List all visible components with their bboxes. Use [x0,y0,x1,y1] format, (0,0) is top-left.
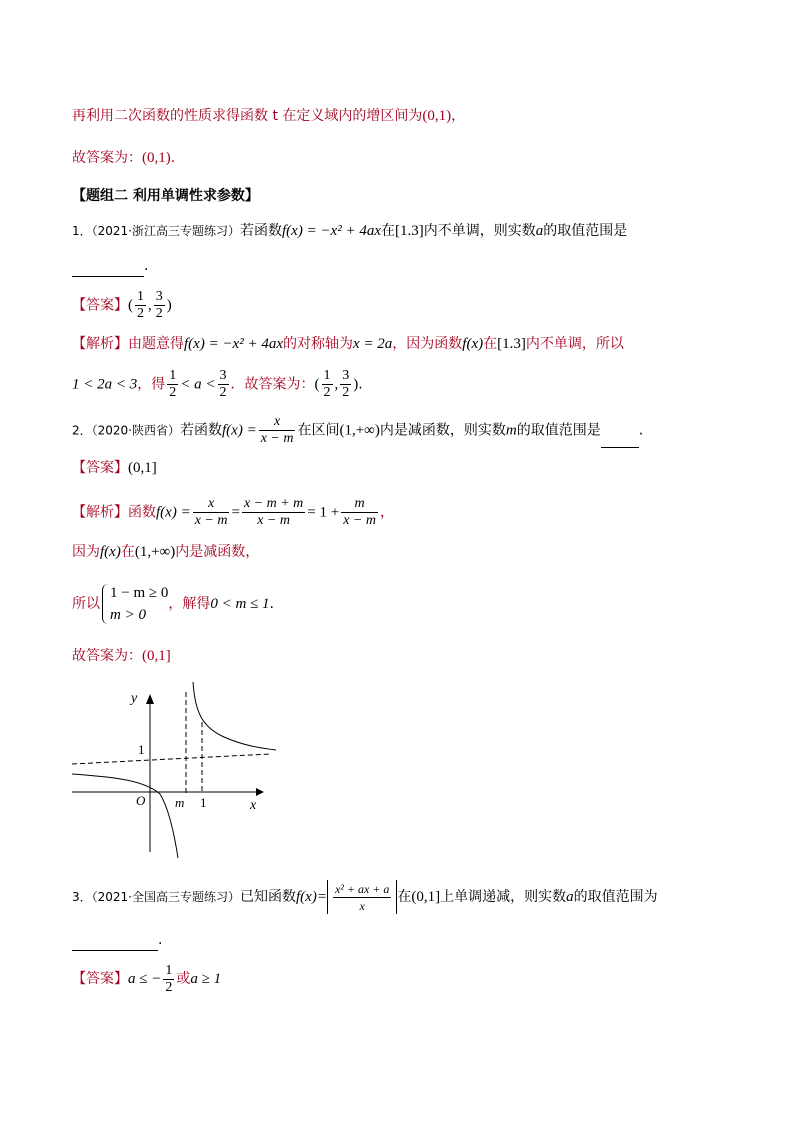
q1-analysis-fx: f(x) [462,336,484,352]
q1-analysis-b: 的对称轴为 [283,336,353,352]
q3-answer-b: a ≥ 1 [190,971,222,987]
q2-line3-a: 所以 [72,596,100,612]
q2-fraction [259,414,296,447]
q1-analysis [72,334,624,354]
q2-variable: m [505,422,517,439]
q2-fraction-den: x − m [260,431,294,446]
q2-analysis-comma: ， [379,504,394,521]
q1-answer [72,289,172,322]
q3-fraction-den: x [359,898,365,913]
q2-answer [72,458,157,478]
intro-line [72,106,465,126]
q3-answer-frac-den: 2 [165,979,173,995]
q2-analysis [72,496,394,529]
q1-blank-line [72,256,148,277]
q1-analysis2-a: ，得 [137,376,166,393]
q1-analysis2-frac2-den: 2 [219,385,227,400]
q1-analysis2-open: ( [314,376,320,393]
q3-interval: (0,1] [411,889,441,905]
q3-text-b: 在 [397,889,412,905]
q1-analysis-axis: x = 2a [353,336,393,352]
q3-answer-a: a ≤ − [128,971,162,987]
q3-answer-blank [72,930,158,951]
q2-final-label: 故答案为： [72,648,142,664]
q2-analysis-frac2-num: x − m + m [243,496,304,511]
q1-analysis2-frac3-den: 2 [323,385,331,400]
q2-number: 2． [72,423,92,438]
q2-analysis-frac3 [341,496,378,529]
q2-analysis-frac1-num: x [193,496,230,513]
q1-analysis-a: 由题意得 [128,336,184,352]
q2-analysis-frac2 [242,496,305,529]
q2-answer-label: 【答案】 [72,460,128,476]
q2-fraction-num: x [259,414,296,431]
q3-source: （2021·全国高三专题练习） [91,890,240,904]
y-one-label: 1 [138,742,145,757]
q2-system-row2: m > 0 [110,607,146,623]
q3-answer [72,962,221,996]
q1-analysis-label: 【解析】 [72,336,128,352]
horizontal-asymptote [72,754,270,764]
m-label: m [175,795,185,810]
function-graph [64,682,284,862]
q2-inequality-system [100,582,168,626]
q3-answer-or: 或 [176,971,191,987]
q1-answer-frac1-num: 1 [137,289,144,304]
q2-analysis-fx: f(x) = [156,504,191,521]
q2-line2-interval: (1,+∞) [134,544,176,560]
q1-answer-frac1-den: 2 [137,306,144,321]
intro-comma: ， [451,108,466,124]
q1-text-a: 若函数 [240,223,282,239]
q2-analysis-frac1-den: x − m [194,513,228,528]
q2-interval: (1,+∞) [339,422,380,439]
q1-text-b: 在 [381,223,395,239]
q1-analysis-function: f(x) = −x² + 4ax [184,336,283,352]
q1-analysis-line2 [72,368,363,401]
q3-text-c: 上单调递减，则实数 [440,889,567,905]
intro-text: 再利用二次函数的性质求得函数 t 在定义域内的增区间为 [72,108,423,124]
q2-line2-fx: f(x) [100,544,121,560]
q1-answer-open: ( [128,297,133,314]
right-branch [193,682,276,750]
q1-analysis2-close: ) [353,376,359,393]
q3-fraction-num: x² + ax + a [334,881,390,896]
q1-analysis-c: ，因为函数 [392,336,463,352]
q2-analysis-plus: = 1 + [307,504,340,521]
q1-answer-label: 【答案】 [72,297,128,314]
origin-label: O [136,793,146,808]
q2-text-b: 在区间 [297,422,340,439]
q2-analysis-line3 [72,580,274,628]
q2-line3-result: 0 < m ≤ 1 [210,596,270,612]
q1-analysis2-frac2 [218,368,229,401]
q1-analysis2-frac4-den: 2 [342,385,350,400]
q1-analysis2-frac4-num: 3 [342,368,350,383]
q1-analysis2-frac1-num: 1 [169,368,177,383]
q1-function: f(x) = −x² + 4ax [282,223,381,239]
q3-blank-line [72,930,162,951]
q3-question [72,880,658,914]
q3-answer-frac [163,963,174,996]
q1-text-c: 内不单调，则实数 [423,223,536,239]
q2-source: （2020·陕西省） [91,423,180,438]
q3-number: 3． [72,890,92,904]
intro-answer-end: . [170,150,176,166]
q2-text-d: 的取值范围是 [516,422,601,439]
q2-line2-c: 内是减函数， [175,544,260,560]
q2-analysis-frac1 [193,496,230,529]
q2-fx: f(x) = [222,422,257,439]
q1-analysis2-frac1-den: 2 [169,385,177,400]
q2-line3-end: . [269,596,274,612]
y-axis-arrow [146,694,154,704]
q2-analysis-frac3-den: x − m [343,513,376,528]
y-axis-label: y [131,691,138,706]
q1-analysis2-ineq: 1 < 2a < 3 [72,376,138,393]
q2-end: . [638,422,644,439]
q2-analysis-label: 【解析】 [72,504,128,521]
q3-text-d: 的取值范围为 [573,889,658,905]
q2-analysis-frac3-num: m [341,496,378,513]
q2-line2-b: 在 [120,544,135,560]
q2-analysis-eq: = [231,504,240,521]
intro-answer-label: 故答案为： [72,150,142,166]
q1-analysis2-end: . [358,376,363,393]
q2-answer-blank [601,415,639,448]
q3-end: . [158,932,163,948]
q3-fx: f(x)= [296,889,327,905]
q2-text-c: 内是减函数，则实数 [379,422,506,439]
q3-fraction [333,881,391,914]
q2-question [72,414,643,448]
q1-analysis2-frac2-num: 3 [219,368,227,383]
q2-system-row1: 1 − m ≥ 0 [110,585,169,601]
q1-answer-frac2-num: 3 [155,289,163,304]
q3-absolute-value [327,880,397,914]
q1-number: 1． [72,224,92,238]
q1-interval: [1.3] [395,223,424,239]
q1-analysis2-frac3 [322,368,333,401]
q1-text-d: 的取值范围是 [543,223,628,239]
q1-analysis2-c: ．故答案为： [230,376,315,393]
q1-answer-comma: , [148,297,152,314]
q1-analysis-interval: [1.3] [497,336,526,352]
q2-analysis-frac2-den: x − m [257,513,290,528]
q2-final-value: (0,1] [142,648,171,664]
q2-analysis-line2 [72,542,259,562]
q2-line2-a: 因为 [72,544,100,560]
q1-answer-blank [72,256,144,277]
q1-answer-frac1 [135,289,146,322]
q2-text-a: 若函数 [180,422,222,439]
q1-analysis-d: 在 [483,336,498,352]
q1-question [72,221,627,241]
x-axis-arrow [256,788,264,796]
intro-answer-value: (0,1) [142,150,171,166]
q1-analysis2-frac4 [340,368,351,401]
q1-end: . [144,258,149,274]
q1-analysis2-b: < a < [180,376,216,393]
q2-answer-value: (0,1] [128,460,157,476]
q1-answer-frac2 [154,289,165,322]
q3-answer-frac-num: 1 [165,962,173,978]
intro-interval: (0,1) [422,108,452,124]
intro-answer-line [72,148,175,168]
q1-answer-frac2-den: 2 [155,306,163,321]
q1-analysis-e: 内不单调，所以 [525,336,624,352]
group-title: 【题组二 利用单调性求参数】 [72,188,259,204]
q3-variable: a [566,889,574,905]
left-branch [72,774,178,858]
q1-source: （2021·浙江高三专题练习） [91,224,240,238]
q3-answer-label: 【答案】 [72,971,128,987]
q1-analysis2-comma: , [334,376,339,393]
q2-final-answer [72,646,171,666]
q3-text-a: 已知函数 [240,889,296,905]
q2-line3-b: ，解得 [168,596,211,612]
x-one-label: 1 [200,795,207,810]
q1-variable: a [535,223,544,239]
q1-answer-close: ) [166,297,172,314]
q1-analysis2-frac1 [167,368,178,401]
x-axis-label: x [250,798,257,813]
q1-analysis2-frac3-num: 1 [323,368,331,383]
q2-analysis-a: 函数 [128,504,156,521]
